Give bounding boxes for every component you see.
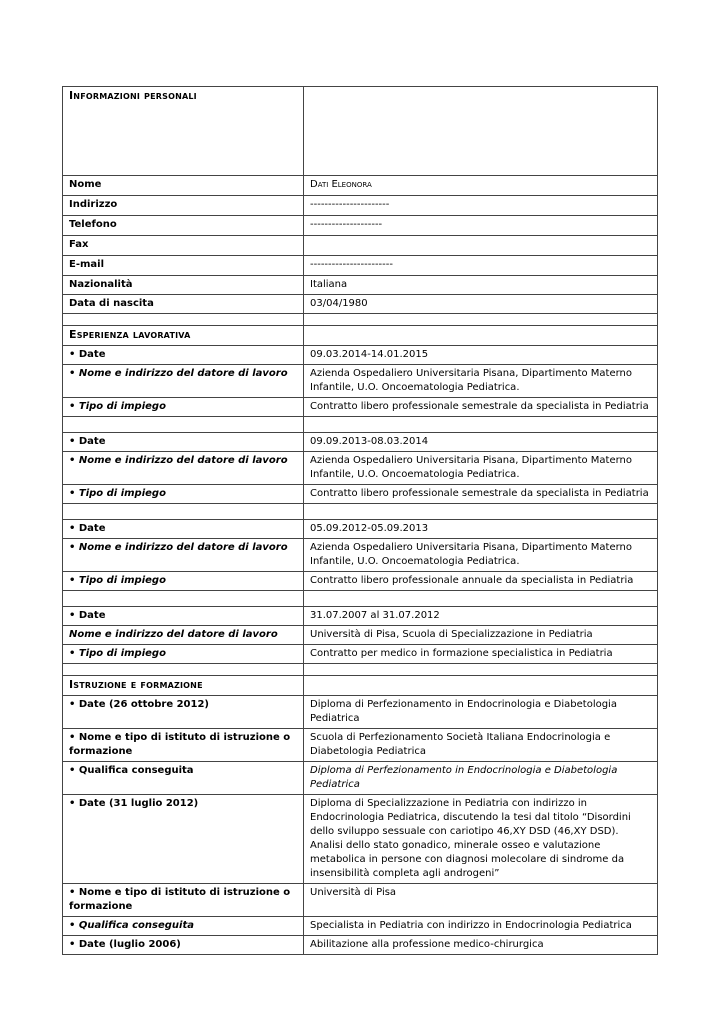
section-heading-personal: Informazioni personali [63,87,304,176]
spacer-row [304,504,658,520]
job-type: Contratto libero professionale semestrale da specialista in Pediatria [304,485,658,504]
edu-value: Abilitazione alla professione medico-chirurgica [304,936,658,955]
job-employer: Azienda Ospedaliero Universitaria Pisana, Dipartimento Materno Infantile, U.O. Oncoematologia Pediatrica. [304,539,658,572]
edu-value: Università di Pisa [304,884,658,917]
job-date: 09.09.2013-08.03.2014 [304,433,658,452]
job-type-label: • Tipo di impiego [63,485,304,504]
email-value: ----------------------- [304,256,658,276]
job-type-label: • Tipo di impiego [63,572,304,591]
job-employer: Università di Pisa, Scuola di Specializzazione in Pediatria [304,626,658,645]
email-label: E-mail [63,256,304,276]
job-date: 05.09.2012-05.09.2013 [304,520,658,539]
name-value: Dati Eleonora [304,176,658,196]
spacer-row [304,314,658,326]
edu-label: • Qualifica conseguita [63,762,304,795]
edu-value: Diploma di Specializzazione in Pediatria con indirizzo in Endocrinologia Pediatrica, discutendo la tesi dal titolo “Disordini dello sviluppo sessuale con cariotipo 46,XY DSD (46,XY DSD). Analisi dello stato gonadico, minerale osseo e valutazione metabolica in persone con diagnosi molecolare di sindrome da insensibilità completa agli androgeni” [304,795,658,884]
job-type: Contratto libero professionale semestrale da specialista in Pediatria [304,398,658,417]
name-label: Nome [63,176,304,196]
edu-label: • Date (luglio 2006) [63,936,304,955]
address-value: ---------------------- [304,196,658,216]
photo-area [304,87,658,176]
phone-label: Telefono [63,216,304,236]
edu-label: • Nome e tipo di istituto di istruzione o formazione [63,729,304,762]
job-date-label: • Date [63,607,304,626]
job-employer-label: Nome e indirizzo del datore di lavoro [63,626,304,645]
job-date: 09.03.2014-14.01.2015 [304,346,658,365]
fax-label: Fax [63,236,304,256]
job-type-label: • Tipo di impiego [63,645,304,664]
job-type-label: • Tipo di impiego [63,398,304,417]
job-employer-label: • Nome e indirizzo del datore di lavoro [63,365,304,398]
job-date-label: • Date [63,346,304,365]
section-heading-education: Istruzione e formazione [63,676,304,696]
fax-value [304,236,658,256]
nationality-label: Nazionalità [63,276,304,295]
edu-label: • Qualifica conseguita [63,917,304,936]
spacer-row [63,314,304,326]
job-type: Contratto libero professionale annuale da specialista in Pediatria [304,572,658,591]
edu-label: • Date (31 luglio 2012) [63,795,304,884]
edu-value: Diploma di Perfezionamento in Endocrinologia e Diabetologia Pediatrica [304,762,658,795]
section-heading-experience: Esperienza lavorativa [63,326,304,346]
job-date: 31.07.2007 al 31.07.2012 [304,607,658,626]
edu-value: Scuola di Perfezionamento Società Italiana Endocrinologia e Diabetologia Pediatrica [304,729,658,762]
job-type: Contratto per medico in formazione specialistica in Pediatria [304,645,658,664]
birth-label: Data di nascita [63,295,304,314]
phone-value: -------------------- [304,216,658,236]
address-label: Indirizzo [63,196,304,216]
spacer-row [63,504,304,520]
edu-value: Diploma di Perfezionamento in Endocrinologia e Diabetologia Pediatrica [304,696,658,729]
cv-table [62,86,658,955]
job-employer: Azienda Ospedaliero Universitaria Pisana, Dipartimento Materno Infantile, U.O. Oncoematologia Pediatrica. [304,452,658,485]
birth-value: 03/04/1980 [304,295,658,314]
edu-label: • Date (26 ottobre 2012) [63,696,304,729]
job-date-label: • Date [63,433,304,452]
spacer-row [304,417,658,433]
spacer-row [63,417,304,433]
job-employer-label: • Nome e indirizzo del datore di lavoro [63,539,304,572]
spacer-row [63,664,304,676]
job-employer: Azienda Ospedaliero Universitaria Pisana, Dipartimento Materno Infantile, U.O. Oncoematologia Pediatrica. [304,365,658,398]
job-employer-label: • Nome e indirizzo del datore di lavoro [63,452,304,485]
spacer-row [304,591,658,607]
nationality-value: Italiana [304,276,658,295]
edu-label: • Nome e tipo di istituto di istruzione o formazione [63,884,304,917]
job-date-label: • Date [63,520,304,539]
edu-value: Specialista in Pediatria con indirizzo in Endocrinologia Pediatrica [304,917,658,936]
spacer-row [304,664,658,676]
spacer-row [63,591,304,607]
